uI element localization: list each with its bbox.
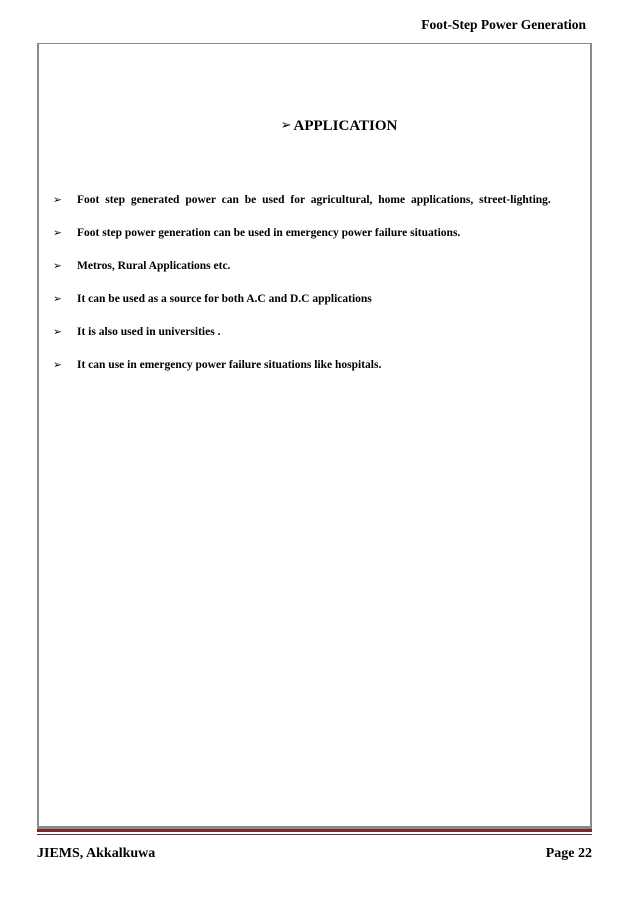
footer-divider-thin bbox=[37, 834, 592, 835]
section-heading-text: APPLICATION bbox=[293, 118, 398, 134]
arrow-bullet-icon: ➢ bbox=[53, 227, 62, 239]
list-item-text: It can use in emergency power failure situations like hospitals. bbox=[77, 359, 382, 371]
running-header-title: Foot-Step Power Generation bbox=[421, 17, 586, 32]
list-item-text: It can be used as a source for both A.C and D.C applications bbox=[77, 293, 372, 305]
list-item-text: It is also used in universities . bbox=[77, 326, 221, 338]
footer-institution: JIEMS, Akkalkuwa bbox=[37, 846, 156, 861]
arrow-bullet-icon: ➢ bbox=[53, 260, 62, 272]
arrow-bullet-icon: ➢ bbox=[53, 293, 62, 305]
list-item bbox=[53, 190, 563, 211]
list-item-text: Foot step power generation can be used in emergency power failure situations. bbox=[77, 227, 461, 239]
list-item bbox=[53, 289, 563, 310]
list-item-text: Metros, Rural Applications etc. bbox=[77, 260, 231, 272]
list-item bbox=[53, 322, 563, 343]
applications-list bbox=[53, 190, 563, 388]
arrow-bullet-icon: ➢ bbox=[53, 326, 62, 338]
list-item bbox=[53, 256, 563, 277]
footer-page-number: Page 22 bbox=[545, 846, 592, 861]
arrow-bullet-icon: ➢ bbox=[53, 194, 62, 206]
list-item bbox=[53, 355, 563, 376]
arrow-bullet-icon: ➢ bbox=[53, 359, 62, 371]
arrow-bullet-icon: ➢ bbox=[280, 118, 292, 133]
list-item bbox=[53, 223, 563, 244]
page-border-frame bbox=[37, 43, 592, 829]
section-heading bbox=[0, 118, 638, 135]
footer-divider-thick bbox=[37, 829, 592, 832]
list-item-text: Foot step generated power can be used for agricultural, home applications, street-lighting. bbox=[77, 194, 551, 206]
